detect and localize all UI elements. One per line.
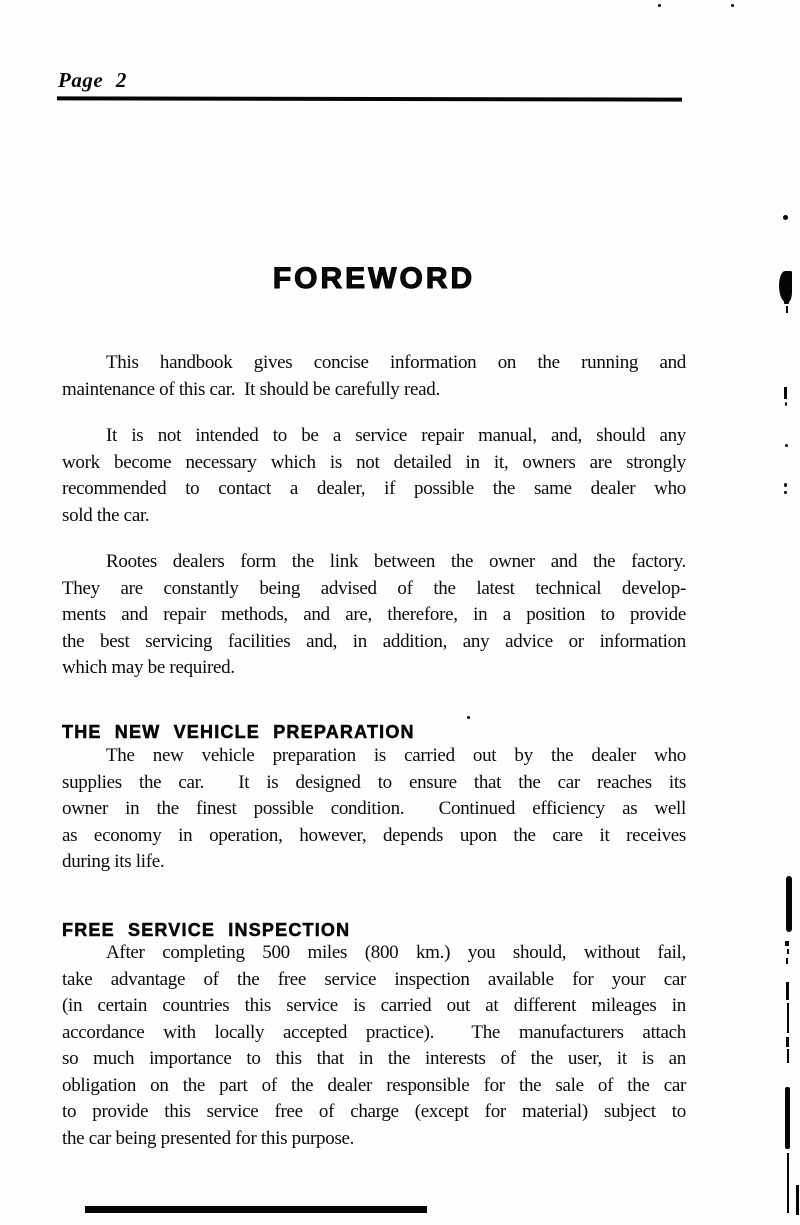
scan-speck [785,402,787,406]
scan-speck [784,298,789,304]
intro-paragraph-3 [62,549,686,682]
scan-edge-mark [787,1049,789,1063]
intro-paragraph-1 [62,350,686,403]
text-line: They are constantly being advised of the latest technical develop- [62,577,686,599]
text-line: as economy in operation, however, depends upon the care it receives [62,824,686,846]
text-line: sold the car. [62,504,150,526]
scan-edge-mark [785,1087,790,1149]
text-line: the car being presented for this purpose. [62,1127,355,1149]
scan-speck [786,958,788,964]
section-heading-new-vehicle-preparation: THE NEW VEHICLE PREPARATION [62,722,415,742]
scan-bottom-bar [85,1206,427,1213]
section-paragraph-free-service-inspection [62,940,686,1152]
text-line: to provide this service free of charge (except for material) subject to [62,1101,686,1122]
text-line: accordance with locally accepted practice). The manufacturers attach [62,1021,686,1043]
text-line: work become necessary which is not detailed in it, owners are strongly [62,451,686,473]
scan-speck [785,941,789,946]
scan-edge-mark [787,1003,789,1033]
text-line: take advantage of the free service inspection available for your car [62,968,686,990]
text-line: owner in the finest possible condition. Continued efficiency as well [62,798,686,819]
text-line: so much importance to this that in the interests of the user, it is an [62,1048,686,1069]
scan-speck [787,949,789,954]
header-rule [57,96,682,101]
scan-edge-mark [786,1037,789,1047]
text-line: recommended to contact a dealer, if possible the same dealer who [62,478,686,499]
scan-speck [784,483,787,487]
text-line: obligation on the part of the dealer responsible for the sale of the car [62,1074,686,1096]
text-line: The new vehicle preparation is carried out by the dealer who [106,745,686,766]
text-line: which may be required. [62,657,235,678]
scan-edge-mark [786,876,792,932]
page-number-label: Page 2 [58,68,127,92]
text-line: It is not intended to be a service repair manual, and, should any [106,425,686,446]
scan-edge-mark [786,982,789,1000]
scan-speck [784,491,787,494]
scan-edge-mark [796,1185,799,1215]
text-line: (in certain countries this service is carried out at different mileages in [62,995,686,1016]
text-line: Rootes dealers form the link between the owner and the factory. [106,551,686,572]
text-line: This handbook gives concise information on the running and [106,352,686,373]
scan-speck [786,306,788,313]
text-line: ments and repair methods, and are, therefore, in a position to provide [62,604,686,625]
scan-speck [731,4,734,7]
scan-speck [658,4,661,7]
text-line: After completing 500 miles (800 km.) you should, without fail, [106,942,686,963]
section-heading-free-service-inspection: FREE SERVICE INSPECTION [62,920,351,940]
scan-speck [467,716,470,719]
text-line: supplies the car. It is designed to ensure that the car reaches its [62,771,686,793]
text-line: maintenance of this car. It should be carefully read. [62,378,440,400]
section-paragraph-new-vehicle-preparation [62,743,686,876]
text-line: the best servicing facilities and, in addition, any advice or information [62,630,686,652]
scan-speck [785,444,788,447]
scan-dash [784,387,787,399]
intro-paragraph-2 [62,423,686,529]
scan-speck [783,215,788,220]
page-title: FOREWORD [272,262,476,295]
scan-edge-mark [787,1153,789,1213]
text-line: during its life. [62,851,165,872]
